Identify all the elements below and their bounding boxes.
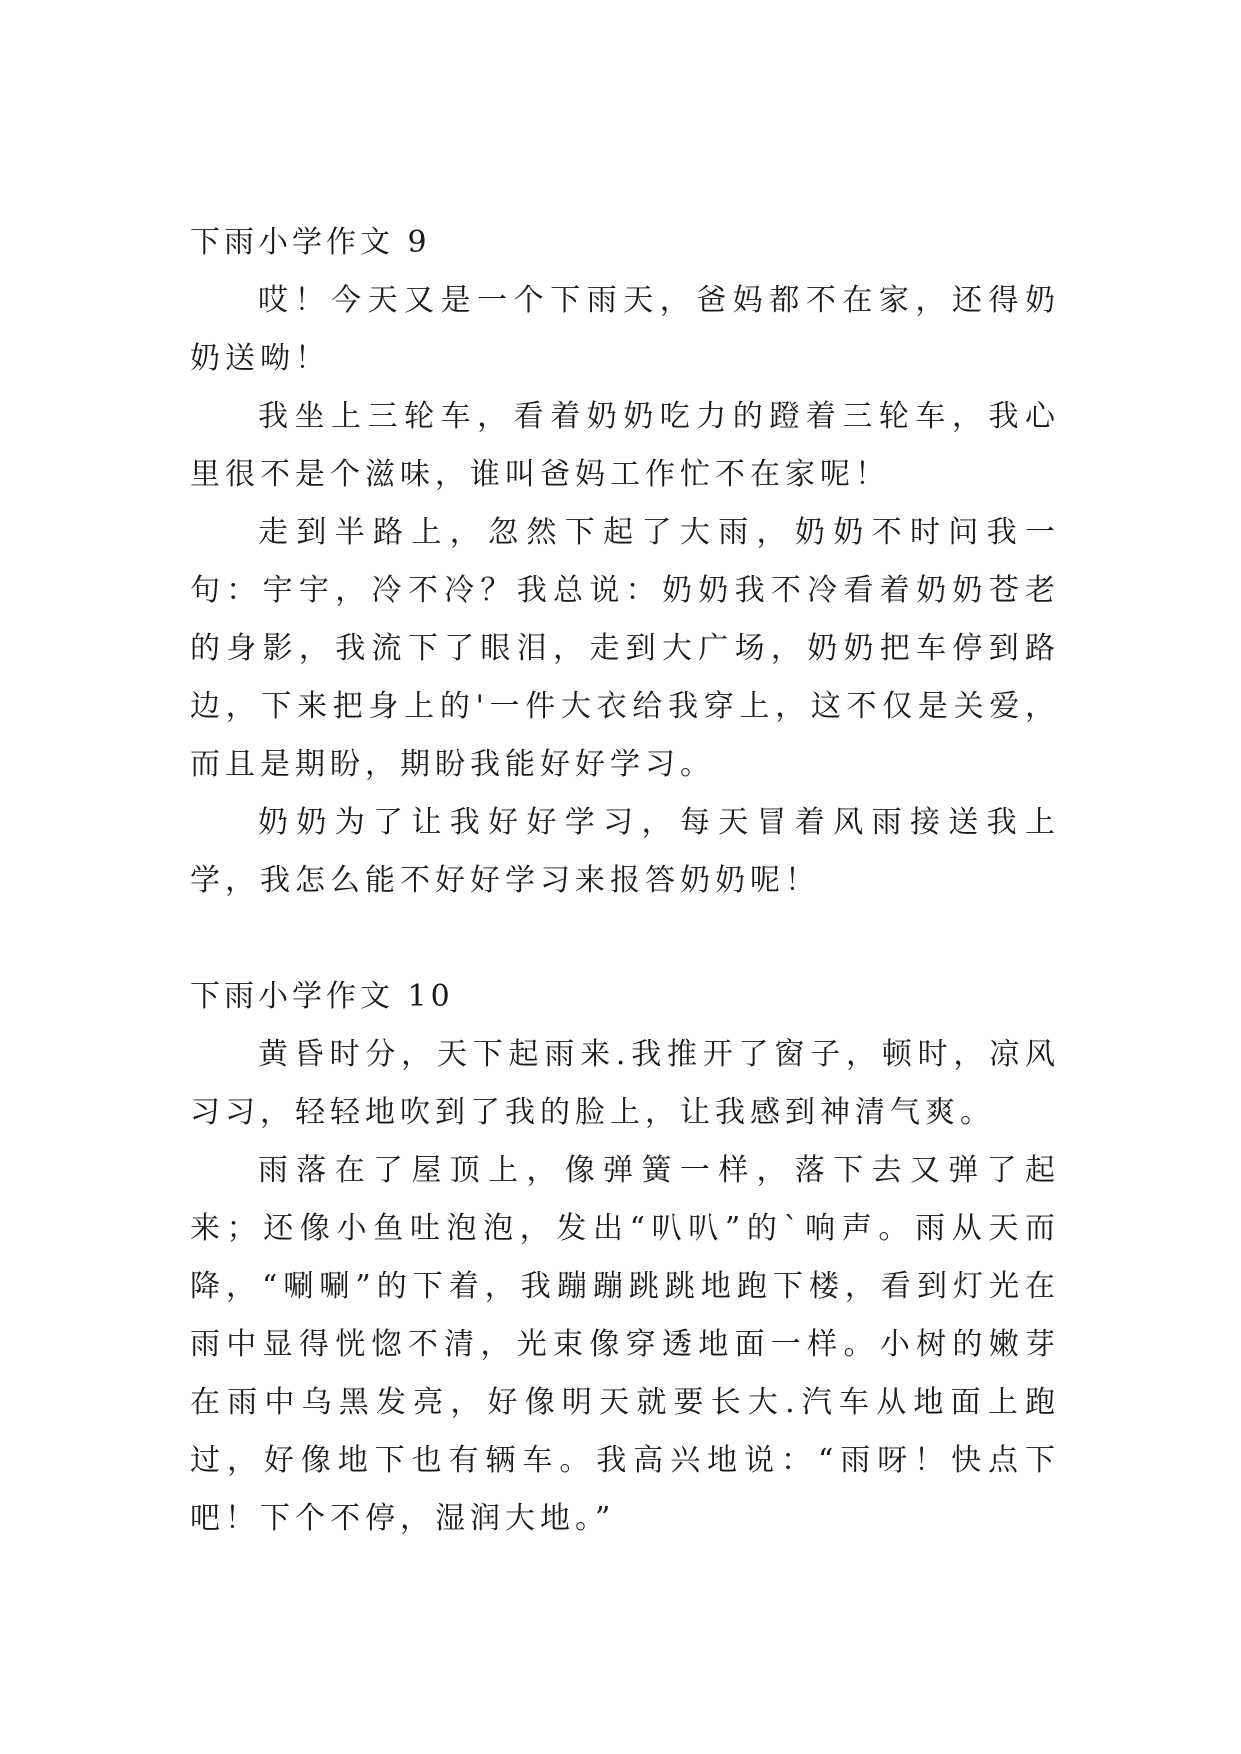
paragraph: 我坐上三轮车，看着奶奶吃力的蹬着三轮车，我心里很不是个滋味，谁叫爸妈工作忙不在家呢！	[190, 399, 1060, 492]
essay-title: 下雨小学作文 10	[190, 979, 454, 1014]
essay-10	[190, 968, 1060, 1548]
document-body	[190, 214, 1060, 1548]
essay-title: 下雨小学作文 9	[190, 225, 431, 260]
paragraph: 雨落在了屋顶上，像弹簧一样，落下去又弹了起来；还像小鱼吐泡泡，发出“叭叭”的`响声。雨从天而降，“唰唰”的下着，我蹦蹦跳跳地跑下楼，看到灯光在雨中显得恍惚不清，光束像穿透地面一样。小树的嫩芽在雨中乌黑发亮，好像明天就要长大.汽车从地面上跑过，好像地下也有辆车。我高兴地说：“雨呀！快点下吧！下个不停，湿润大地。”	[190, 1153, 1060, 1536]
paragraph: 走到半路上，忽然下起了大雨，奶奶不时问我一句：宇宇，冷不冷？我总说：奶奶我不冷看着奶奶苍老的身影，我流下了眼泪，走到大广场，奶奶把车停到路边，下来把身上的'一件大衣给我穿上，这不仅是关爱，而且是期盼，期盼我能好好学习。	[190, 515, 1060, 782]
paragraph: 哎！今天又是一个下雨天，爸妈都不在家，还得奶奶送呦！	[190, 283, 1060, 376]
paragraph: 奶奶为了让我好好学习，每天冒着风雨接送我上学，我怎么能不好好学习来报答奶奶呢！	[190, 805, 1060, 898]
essay-9	[190, 214, 1060, 910]
paragraph: 黄昏时分，天下起雨来.我推开了窗子，顿时，凉风习习，轻轻地吹到了我的脸上，让我感到神清气爽。	[190, 1037, 1060, 1130]
section-spacer	[190, 910, 1060, 968]
